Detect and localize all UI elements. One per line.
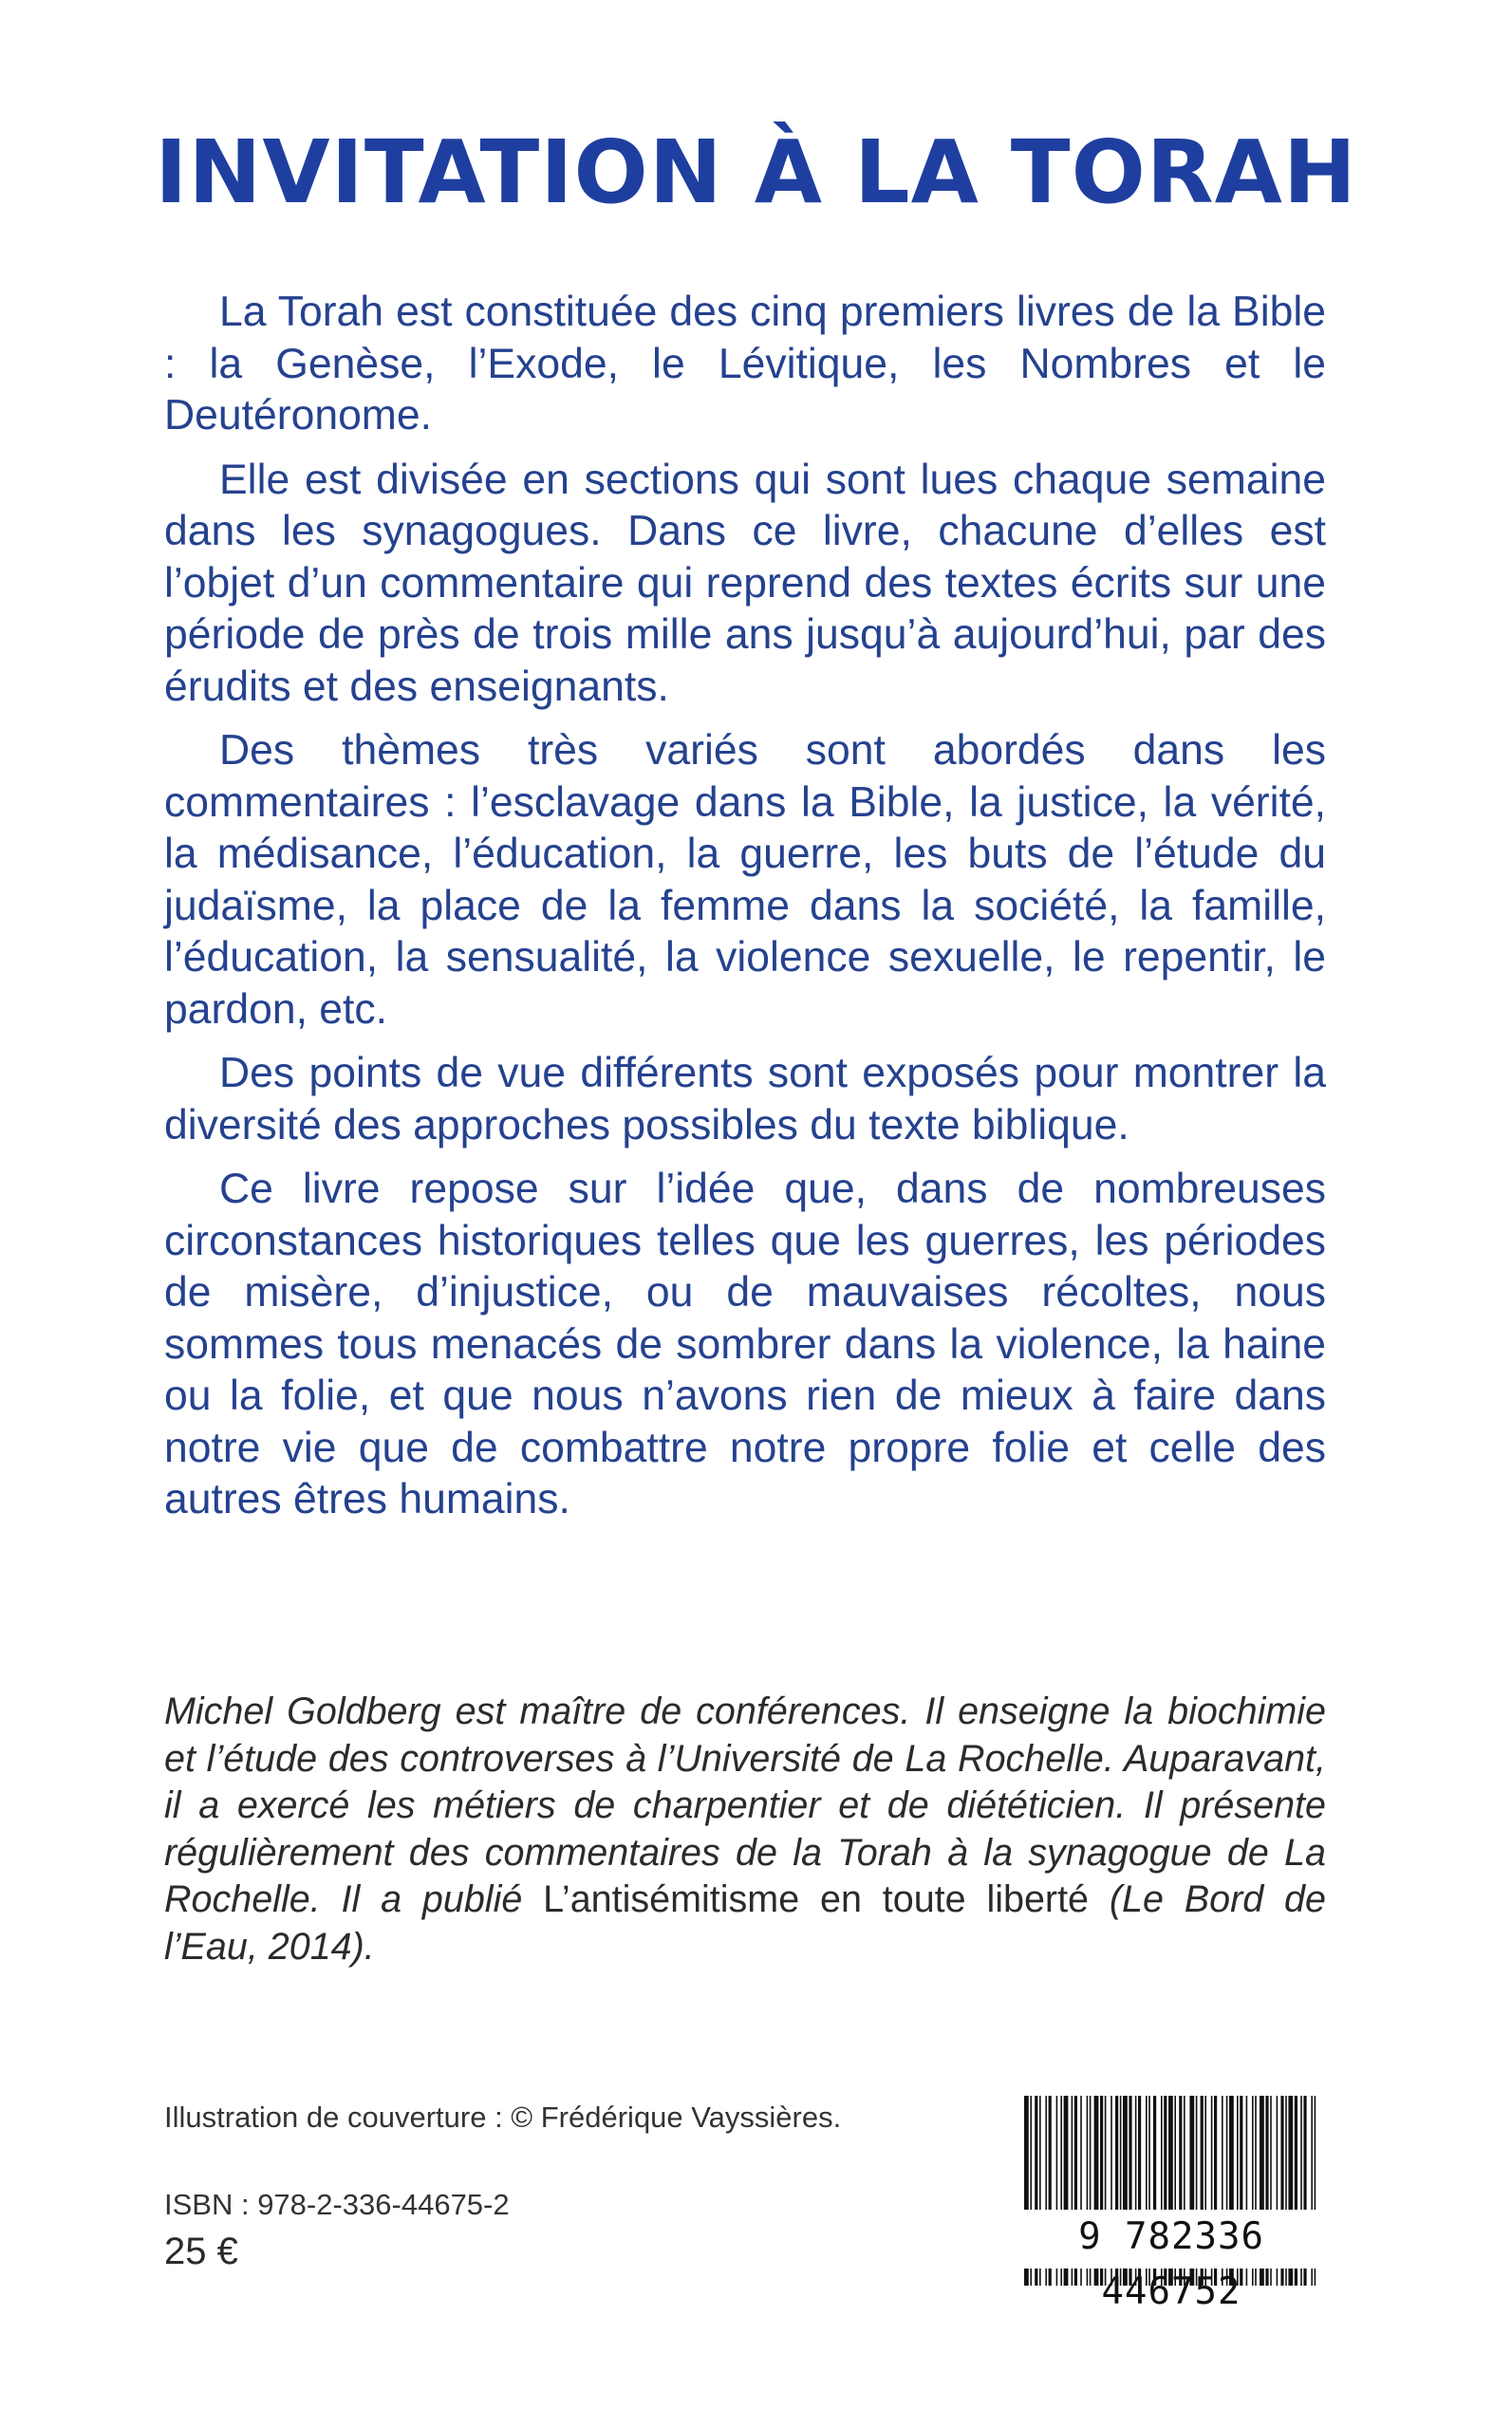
- barcode-digits: 9 782336 446752: [1017, 2210, 1326, 2269]
- book-summary: [164, 287, 1326, 1539]
- summary-paragraph: Des thèmes très variés sont abordés dans les commentaires : l’esclavage dans la Bible, la justice, la vérité, la médisance, l’éducation, la guerre, les buts de l’étude du judaïsme, la place de la femme dans la société, la famille, l’éducation, la sensualité, la violence sexuelle, le repentir, le pardon, etc.: [164, 727, 1326, 1033]
- author-name: Michel Goldberg: [164, 1690, 441, 1732]
- published-book-title: L’antisémitisme en toute liberté: [543, 1878, 1090, 1920]
- summary-paragraph: Ce livre repose sur l’idée que, dans de nombreuses circonstances historiques telles que les guerres, les périodes de misère, d’injustice, ou de mauvaises récoltes, nous sommes tous menacés de sombrer dans la violence, la haine ou la folie, et que nous n’avons rien de mieux à faire dans notre vie que de combattre notre propre folie et celle des autres êtres humains.: [164, 1166, 1326, 1522]
- price: 25 €: [164, 2231, 238, 2272]
- summary-paragraph: Des points de vue différents sont exposés pour montrer la diversité des approches possibles du texte biblique.: [164, 1050, 1326, 1148]
- author-bio-text: est maître de conférences. Il enseigne la biochimie et l’étude des controverses à l’Université de La Rochelle. Auparavant, il a exercé les métiers de charpentier et de diététicien. Il présente régulièrement des commentaires de la Torah à la synagogue de La Rochelle. Il a publié: [164, 1690, 1326, 1920]
- cover-illustration-credit: Illustration de couverture : © Frédérique Vayssières.: [164, 2101, 842, 2134]
- author-bio: [164, 1689, 1326, 1970]
- summary-paragraph: La Torah est constituée des cinq premiers livres de la Bible : la Genèse, l’Exode, le Lévitique, les Nombres et le Deutéronome.: [164, 289, 1326, 439]
- summary-paragraph: Elle est divisée en sections qui sont lues chaque semaine dans les synagogues. Dans ce livre, chacune d’elles est l’objet d’un commentaire qui reprend des textes écrits sur une période de près de trois mille ans jusqu’à aujourd’hui, par des érudits et des enseignants.: [164, 456, 1326, 710]
- isbn: ISBN : 978-2-336-44675-2: [164, 2188, 510, 2221]
- book-title: INVITATION À LA TORAH: [155, 121, 1357, 223]
- publication-info: (Le Bord de l’Eau, 2014).: [164, 1878, 1326, 1968]
